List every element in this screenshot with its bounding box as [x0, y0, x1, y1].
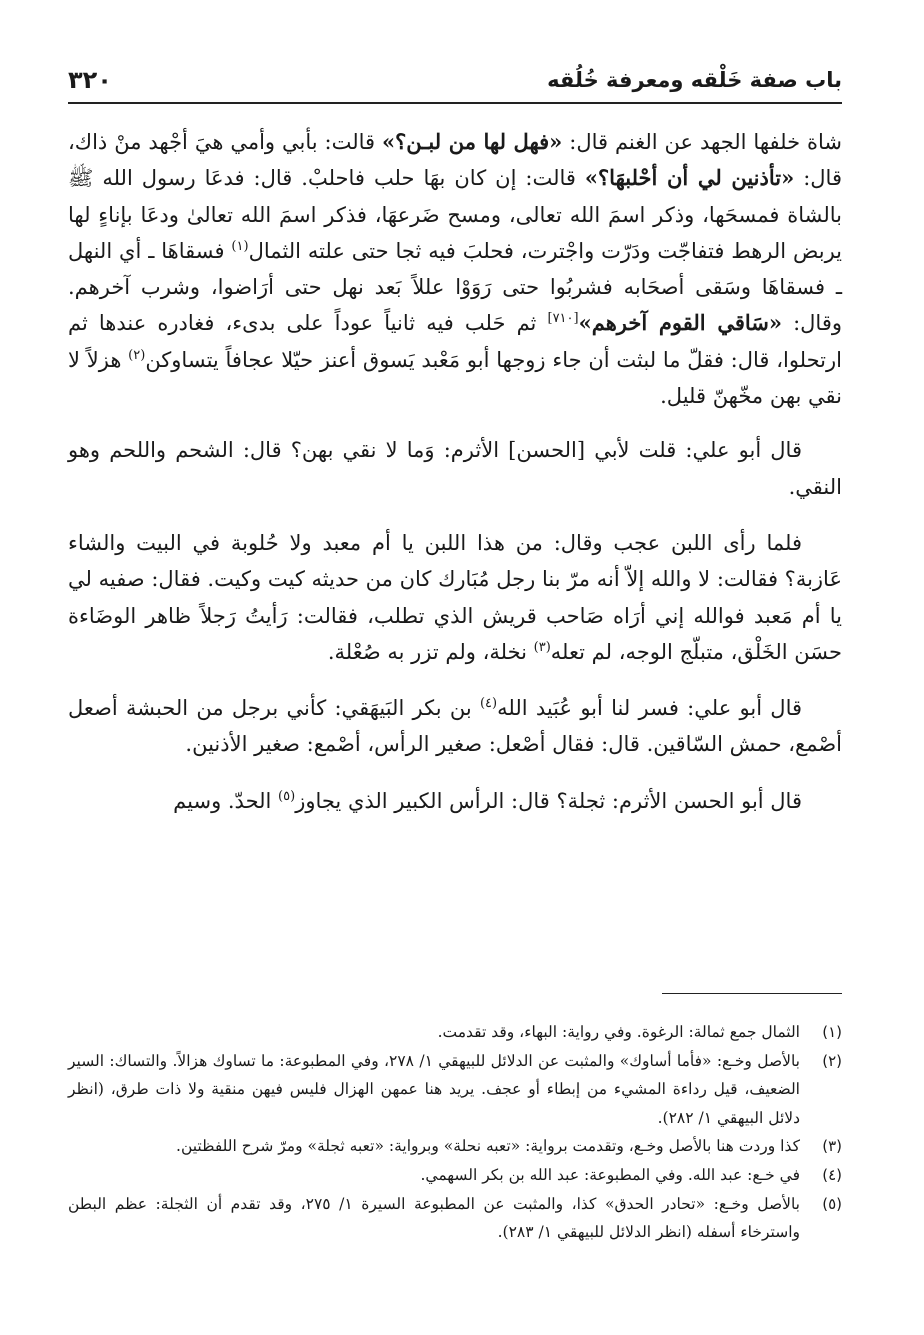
footnote-number: (٢)	[822, 1051, 842, 1070]
text-run: قالت: إن كان بهَا حلب فاحلبْ. قال: فدعَا رسول الله ﷺ بالشاة فمسحَها، وذكر اسمَ الله تعالى، ومسح ضَرعهَا، فذكر اسمَ الله تعالىٰ ودعَا بإناءٍ لها يربض الرهط فتفاجّت ودَرّت واجْترت، فحلبَ فيه ثجا حتى علته الثمال	[68, 166, 843, 263]
page-header	[68, 58, 842, 104]
hadith-number: [٧١٠]	[547, 311, 579, 327]
hadith-quote: «تأذنين لي أن أحْلبهَا؟»	[584, 165, 795, 191]
footnote-number: (٥)	[822, 1194, 842, 1213]
footnote-text: بالأصل وخـع: «تحادر الحدق» كذا، والمثبت عن المطبوعة السيرة ١/ ٢٧٥، وقد تقدم أن الثجلة: عظم البطن واسترخاء أسفله (انظر الدلائل للبيهقي ١/ ٢٨٣).	[68, 1194, 800, 1242]
footnote-number: (٤)	[822, 1165, 842, 1184]
running-title: باب صفة خَلْقه ومعرفة خُلُقه	[547, 68, 842, 92]
footnote-text: بالأصل وخـع: «فأما أساوك» والمثبت عن الدلائل للبيهقي ١/ ٢٧٨، وفي المطبوعة: ما تساوك هزالاً. والتساك: السير الضعيف، قيل رداءة المشيء من إبطاء أو عجف. يريد هنا عمهن الهزال فليس فيهن منقية ولا ذات طرق، (انظر دلائل البيهقي ١/ ٢٨٢).	[68, 1051, 800, 1127]
footnote-1	[68, 1018, 842, 1047]
text-run: قال أبو الحسن الأثرم: ثجلة؟ قال: الرأس الكبير الذي يجاوز	[295, 788, 802, 813]
text-run: فسقاهَا ـ أي النهل ـ فسقاهَا وسَقى أصحَابه فشربُوا حتى رَوَوْا عللاً بَعد نهل حتى أرَاضوا، وشرب آخرهم. وقال:	[68, 238, 842, 336]
footnote-4	[68, 1161, 842, 1190]
footnote-ref-5: (٥)	[278, 788, 296, 804]
footnote-ref-3: (٣)	[533, 639, 551, 655]
footnote-2	[68, 1047, 842, 1133]
text-run: فلما رأى اللبن عجب وقال: من هذا اللبن يا أم معبد ولا حُلوبة في البيت والشاء عَازبة؟ فقالت: لا والله إلاّ أنه مرّ بنا رجل مُبَارك كان من حديثه كيت وكيت. فقال: صفيه لي يا أم مَعبد فوالله إني أرَاه صَاحب قريش الذي تطلب، فقالت: رَأيتُ رَجلاً ظاهر الوضَاءة حسَن الخَلْق، متبلّج الوجه، لم تعله	[68, 530, 842, 664]
text-run: نخلة، ولم تزر به صُعْلة.	[327, 639, 534, 664]
footnote-number: (٣)	[822, 1137, 842, 1156]
footnote-3	[68, 1132, 842, 1161]
paragraph-5	[68, 783, 842, 819]
footnote-text: في خـع: عبد الله. وفي المطبوعة: عبد الله بن بكر السهمي.	[420, 1165, 800, 1184]
paragraph-1	[68, 124, 842, 414]
footnote-number: (١)	[822, 1023, 842, 1041]
paragraph-4	[68, 690, 842, 763]
hadith-quote: «سَاقي القوم آخرهم»	[578, 310, 782, 336]
text-run: هزلاً لا نقي بهن مخّهنّ قليل.	[68, 347, 842, 409]
text-run: الحدّ. وسيم	[173, 788, 279, 813]
text-run: قال أبو علي: فسر لنا أبو عُبَيد الله	[497, 696, 803, 721]
footnote-text: الثمال جمع ثمالة: الرغوة. وفي رواية: البهاء، وقد تقدمت.	[437, 1023, 800, 1041]
footnote-5	[68, 1190, 842, 1247]
text-run: ثم حَلب فيه ثانياً عوداً على بدىء، فغادره عندها ثم ارتحلوا، قال: فقلّ ما لبثت أن جاء زوجها أبو مَعْبد يَسوق أعنز حيّلا عجافاً يتساوكن	[68, 311, 842, 372]
paragraph-2: قال أبو علي: قلت لأبي [الحسن] الأثرم: وَما لا نقي بهن؟ قال: الشحم واللحم وهو النقي.	[68, 438, 842, 499]
footnote-ref-2: (٢)	[128, 347, 146, 363]
hadith-quote: «فهل لها من لبـن؟»	[382, 129, 563, 154]
text-run: شاة خلفها الجهد عن الغنم قال:	[562, 130, 842, 154]
footnotes	[68, 1018, 842, 1247]
page-number: ٣٢٠	[68, 66, 112, 94]
paragraph-3	[68, 525, 842, 670]
footnote-ref-4: (٤)	[479, 696, 498, 712]
footnote-divider	[662, 993, 842, 994]
main-text	[68, 124, 842, 839]
text-run: قالت: بأبي وأمي هيَ أجْهد منْ ذاك، قال:	[68, 130, 842, 191]
footnote-text: كذا وردت هنا بالأصل وخـع، وتقدمت برواية: «تعبه نحلة» وبرواية: «تعبه ثجلة» ومرّ شرح اللفظتين.	[176, 1137, 800, 1156]
footnote-ref-1: (١)	[231, 238, 249, 254]
text-run: بن بكر البَيهَقي: كأني برجل من الحبشة أصعل أصْمع، حمش السّاقين. قال: فقال أصْعل: صغير الرأس، أصْمع: صغير الأذنين.	[68, 696, 842, 757]
